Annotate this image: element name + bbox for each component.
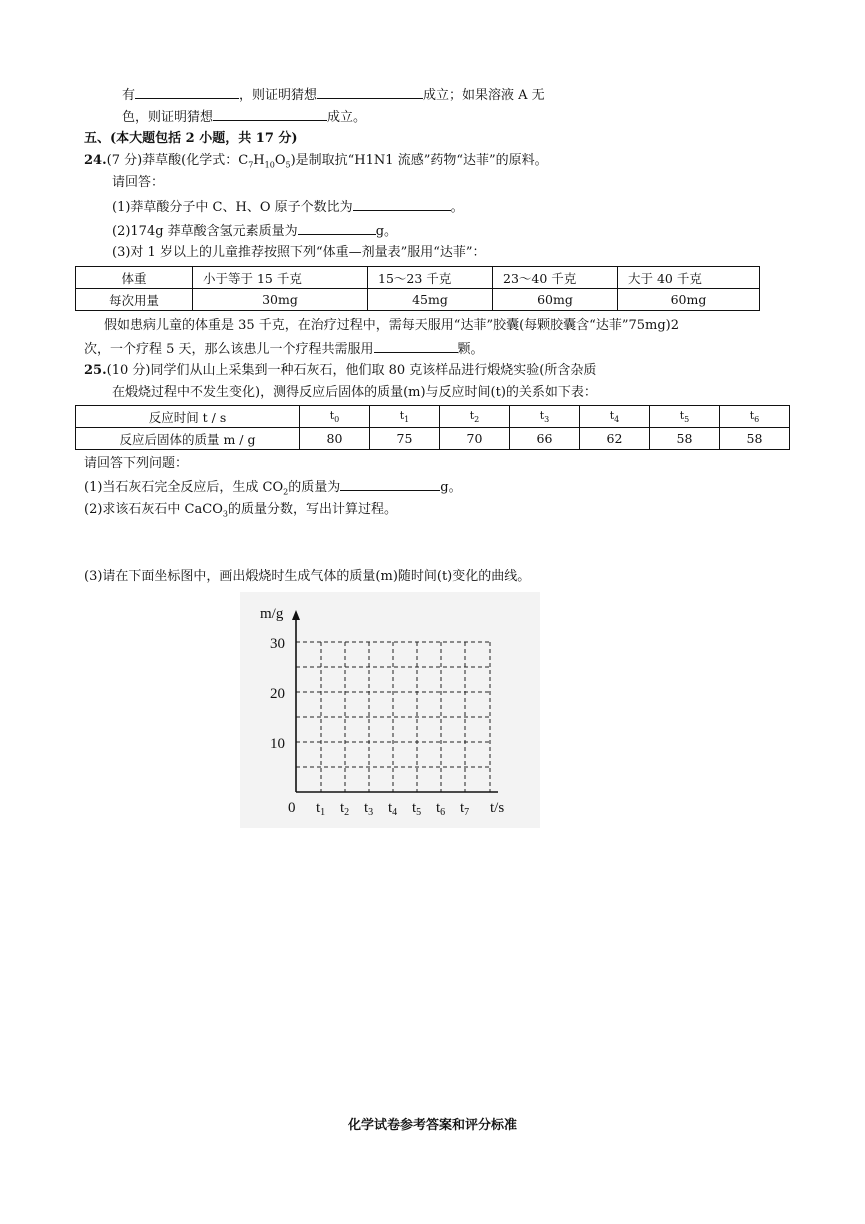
table-cell: 60mg <box>493 289 618 311</box>
x-tick-label: $t_3$ <box>364 800 374 818</box>
table-cell: 66 <box>510 428 580 450</box>
table-cell: 75 <box>370 428 440 450</box>
x-axis-label: t/s <box>490 800 505 816</box>
table-row <box>76 267 760 289</box>
q24-intro: 24.(7 分)莽草酸(化学式：$C_7H_{10}O_5$)是制取抗“H1N1 流感”药物“达菲”的原料。 <box>84 153 548 170</box>
table-cell: 58 <box>720 428 790 450</box>
answer-blank[interactable] <box>317 86 423 99</box>
q25-prompt: 请回答下列问题： <box>84 456 189 471</box>
graph-svg <box>240 592 540 828</box>
table-cell: $t_3$ <box>510 406 580 428</box>
q25-intro-line1: 25.(10 分)同学们从山上采集到一种石灰石，他们取 80 克该样品进行煅烧实验(所含杂质 <box>84 363 597 378</box>
table-row <box>76 289 760 311</box>
section-title: 五、(本大题包括 2 小题，共 17 分) <box>84 131 298 146</box>
origin-label: 0 <box>288 800 296 816</box>
q24-part1: (1)莽草酸分子中 C、H、O 原子个数比为 。 <box>112 200 464 215</box>
table-cell: 45mg <box>368 289 493 311</box>
table-cell: 70 <box>440 428 510 450</box>
table-row <box>76 406 790 428</box>
y-tick-label: 10 <box>270 736 285 752</box>
table-cell: 80 <box>300 428 370 450</box>
q24-prompt: 请回答： <box>112 175 165 190</box>
table-cell: 58 <box>650 428 720 450</box>
x-tick-label: $t_2$ <box>340 800 350 818</box>
table-cell: 30mg <box>193 289 368 311</box>
table-row <box>76 428 790 450</box>
table-cell: 小于等于 15 千克 <box>193 267 368 289</box>
table-cell: 反应后固体的质量 m / g <box>76 428 300 450</box>
table-cell: 23～40 千克 <box>493 267 618 289</box>
table-cell: 反应时间 t / s <box>76 406 300 428</box>
x-tick-label: $t_5$ <box>412 800 422 818</box>
q25-part2: (2)求该石灰石中 CaCO$_3$的质量分数，写出计算过程。 <box>84 502 397 519</box>
answer-blank[interactable] <box>340 478 440 491</box>
q25-part3: (3)请在下面坐标图中，画出煅烧时生成气体的质量(m)随时间(t)变化的曲线。 <box>84 569 531 584</box>
answer-blank[interactable] <box>353 198 451 211</box>
axes <box>292 610 498 792</box>
coordinate-graph[interactable] <box>240 592 540 828</box>
q24-part2: (2)174g 莽草酸含氢元素质量为 g。 <box>112 224 398 239</box>
answer-key-title: 化学试卷参考答案和评分标准 <box>347 1118 517 1133</box>
table-cell: 15～23 千克 <box>368 267 493 289</box>
table-cell: 每次用量 <box>76 289 193 311</box>
table-cell: $t_2$ <box>440 406 510 428</box>
answer-blank[interactable] <box>298 222 376 235</box>
table-cell: 62 <box>580 428 650 450</box>
q24-paragraph-line2: 次，一个疗程 5 天，那么该患儿一个疗程共需服用 颗。 <box>84 342 484 357</box>
y-tick-label: 30 <box>270 636 285 652</box>
answer-blank[interactable] <box>213 108 327 121</box>
q23-line2: 色，则证明猜想 成立。 <box>122 110 367 125</box>
table-cell: $t_0$ <box>300 406 370 428</box>
table-cell: $t_5$ <box>650 406 720 428</box>
table-cell: $t_6$ <box>720 406 790 428</box>
x-tick-label: $t_6$ <box>436 800 446 818</box>
reaction-table <box>75 405 790 450</box>
y-tick-label: 20 <box>270 686 285 702</box>
x-tick-label: $t_7$ <box>460 800 470 818</box>
q23-line1: 有 ，则证明猜想 成立；如果溶液 A 无 <box>122 88 545 103</box>
table-cell: $t_1$ <box>370 406 440 428</box>
answer-blank[interactable] <box>135 86 239 99</box>
table-cell: 60mg <box>618 289 760 311</box>
q24-part3: (3)对 1 岁以上的儿童推荐按照下列“体重—剂量表”服用“达菲”： <box>112 245 486 260</box>
table-cell: 体重 <box>76 267 193 289</box>
grid-lines <box>296 642 490 792</box>
table-cell: $t_4$ <box>580 406 650 428</box>
answer-blank[interactable] <box>374 340 458 353</box>
x-tick-label: $t_4$ <box>388 800 398 818</box>
y-axis-label: m/g <box>260 606 284 622</box>
table-cell: 大于 40 千克 <box>618 267 760 289</box>
x-tick-label: $t_1$ <box>316 800 326 818</box>
q24-paragraph-line1: 假如患病儿童的体重是 35 千克，在治疗过程中，需每天服用“达菲”胶囊(每颗胶囊含“达菲”75mg)2 <box>104 318 679 333</box>
q25-intro-line2: 在煅烧过程中不发生变化)，测得反应后固体的质量(m)与反应时间(t)的关系如下表： <box>112 385 597 400</box>
q25-part1: (1)当石灰石完全反应后，生成 $CO_2$的质量为 g。 <box>84 480 462 497</box>
dosage-table <box>75 266 760 311</box>
